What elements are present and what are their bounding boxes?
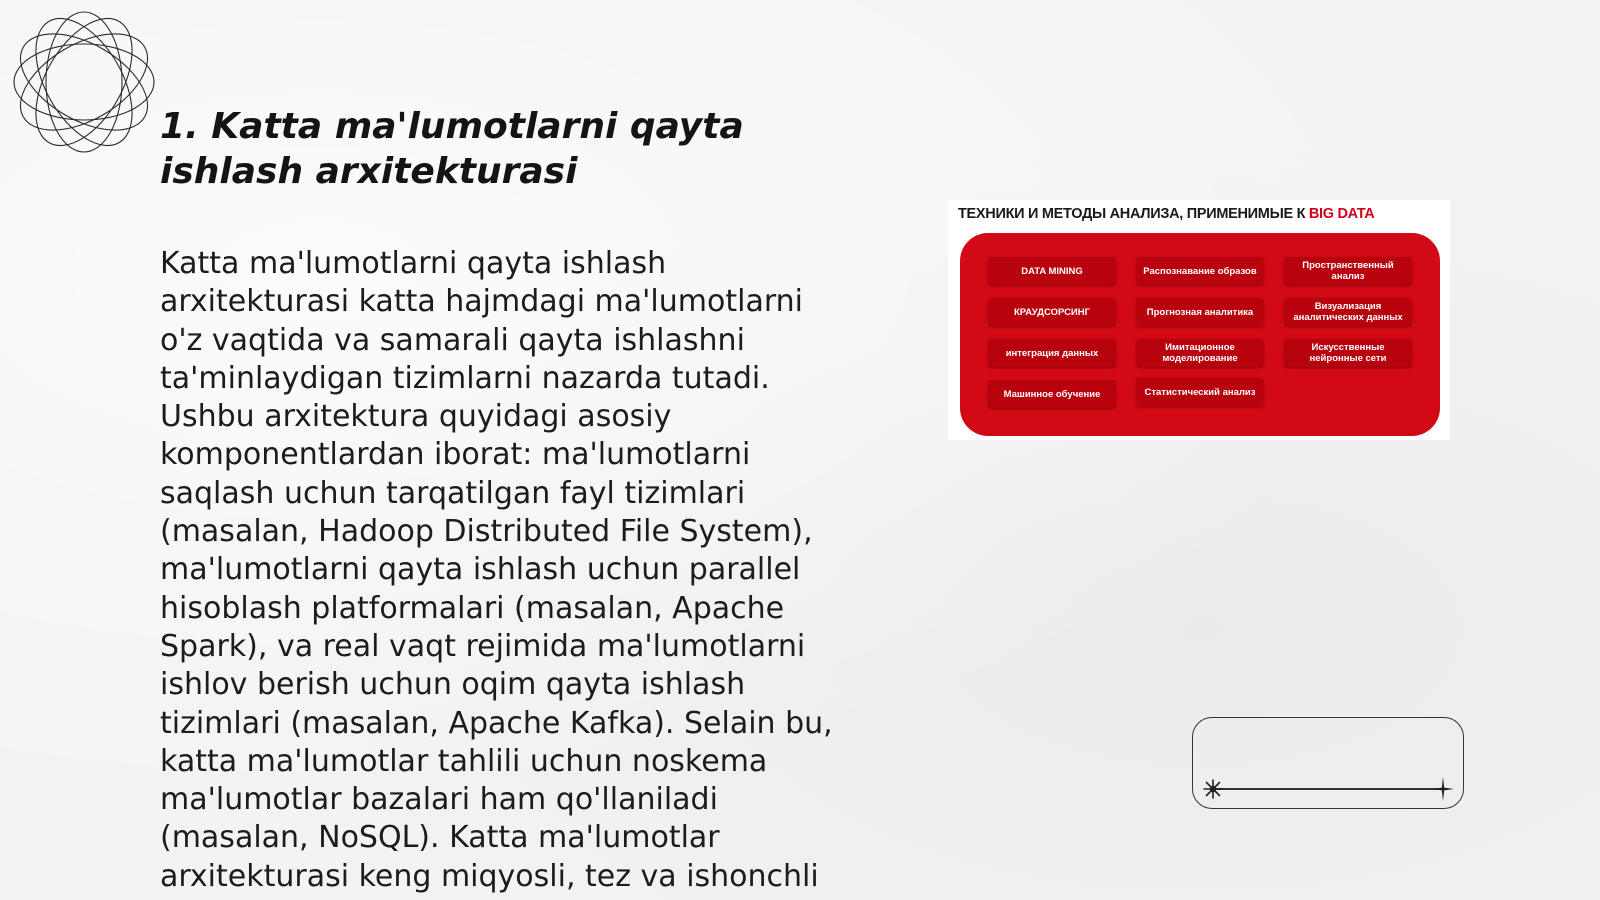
method-chip: Машинное обучение bbox=[988, 380, 1116, 408]
method-chip: Пространственный анализ bbox=[1284, 257, 1412, 285]
slide-body-text: Katta ma'lumotlarni qayta ishlash arxitekturasi katta hajmdagi ma'lumotlarni o'z vaqtida va samarali qayta ishlashni ta'minlaydigan tizimlarni nazarda tutadi. Ushbu arxitektura quyidagi asosiy komponentlardan iborat: ma'lumotlarni saqlash uchun tarqatilgan fayl tizimlari (masalan, Hadoop Distributed File System), ma'lumotlarni qayta ishlash uchun parallel hisoblash platformalari (masalan, Apache Spark), va real vaqt rejimida ma'lumotlarni ishlov berish uchun oqim qayta ishlash tizimlari (masalan, Apache Kafka). Selain bu, katta ma'lumotlar tahlili uchun noskema ma'lumotlar bazalari ham qo'llaniladi (masalan, NoSQL). Katta ma'lumotlar arxitekturasi keng miqyosli, tez va ishonchli bbox=[160, 246, 833, 894]
method-chip: интеграция данных bbox=[988, 339, 1116, 367]
method-chip: Визуализация аналитических данных bbox=[1284, 298, 1412, 326]
decorative-slider-frame bbox=[1192, 717, 1464, 809]
method-chip: Прогнозная аналитика bbox=[1136, 298, 1264, 326]
plus-star-icon bbox=[1431, 776, 1455, 802]
method-chip: Статистический анализ bbox=[1136, 378, 1264, 406]
big-data-infographic bbox=[948, 200, 1450, 440]
method-chip: Распознавание образов bbox=[1136, 257, 1264, 285]
method-chip: DATA MINING bbox=[988, 257, 1116, 285]
method-chip: КРАУДСОРСИНГ bbox=[988, 298, 1116, 326]
method-chip: Имитационное моделирование bbox=[1136, 339, 1264, 367]
infographic-title bbox=[958, 206, 1374, 222]
slider-track bbox=[1213, 788, 1441, 790]
methods-panel bbox=[960, 233, 1440, 436]
sparkle-icon bbox=[1202, 778, 1224, 800]
orbit-circles-icon bbox=[10, 8, 158, 156]
method-chip: Искусственные нейронные сети bbox=[1284, 339, 1412, 367]
slide-title: 1. Katta ma'lumotlarni qayta ishlash arxitekturasi bbox=[160, 106, 744, 192]
infographic-title-accent: BIG DATA bbox=[1308, 206, 1375, 222]
infographic-title-prefix: ТЕХНИКИ И МЕТОДЫ АНАЛИЗА, ПРИМЕНИМЫЕ К bbox=[958, 206, 1309, 222]
